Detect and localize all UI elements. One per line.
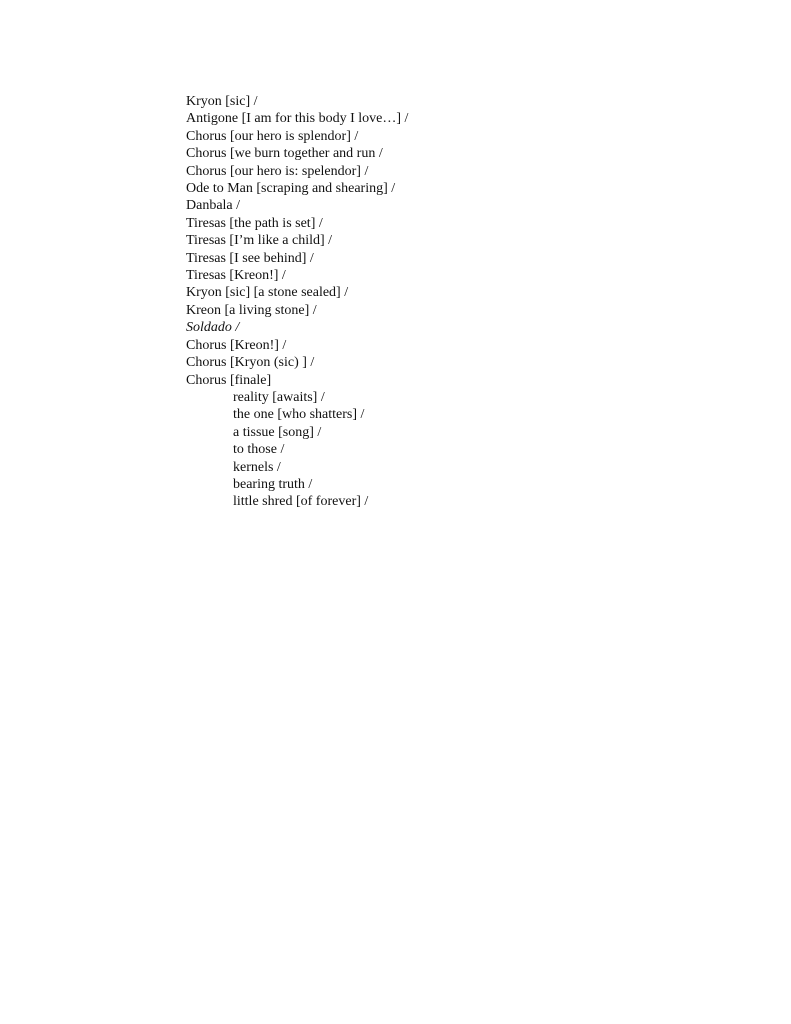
list-item: Chorus [Kryon (sic) ] / (186, 355, 315, 371)
list-item: Chorus [our hero is: spelendor] / (186, 163, 369, 179)
list-item: Chorus [finale] (186, 372, 272, 388)
finale-list-item: little shred [of forever] / (233, 494, 369, 510)
finale-list-item: to those / (233, 442, 285, 458)
finale-list-item: a tissue [song] / (233, 424, 322, 440)
list-item: Soldado / (186, 320, 240, 336)
list-item: Kryon [sic] [a stone sealed] / (186, 285, 349, 301)
finale-list-item: bearing truth / (233, 476, 313, 492)
list-item: Kryon [sic] / (186, 94, 258, 109)
contents-list (186, 93, 408, 511)
list-item: Kreon [a living stone] / (186, 302, 317, 318)
finale-list-item: the one [who shatters] / (233, 407, 365, 423)
list-item: Chorus [Kreon!] / (186, 337, 287, 353)
finale-list-item: kernels / (233, 459, 281, 475)
list-item: Tiresas [I see behind] / (186, 250, 314, 266)
list-item: Chorus [we burn together and run / (186, 146, 383, 162)
list-item: Antigone [I am for this body I love…] / (186, 111, 409, 127)
list-item: Tiresas [I’m like a child] / (186, 233, 333, 249)
list-item: Danbala / (186, 198, 241, 214)
list-item: Tiresas [Kreon!] / (186, 268, 286, 284)
list-item: Ode to Man [scraping and shearing] / (186, 181, 396, 197)
finale-list-item: reality [awaits] / (233, 389, 325, 405)
list-item: Tiresas [the path is set] / (186, 215, 323, 231)
list-item: Chorus [our hero is splendor] / (186, 128, 359, 144)
